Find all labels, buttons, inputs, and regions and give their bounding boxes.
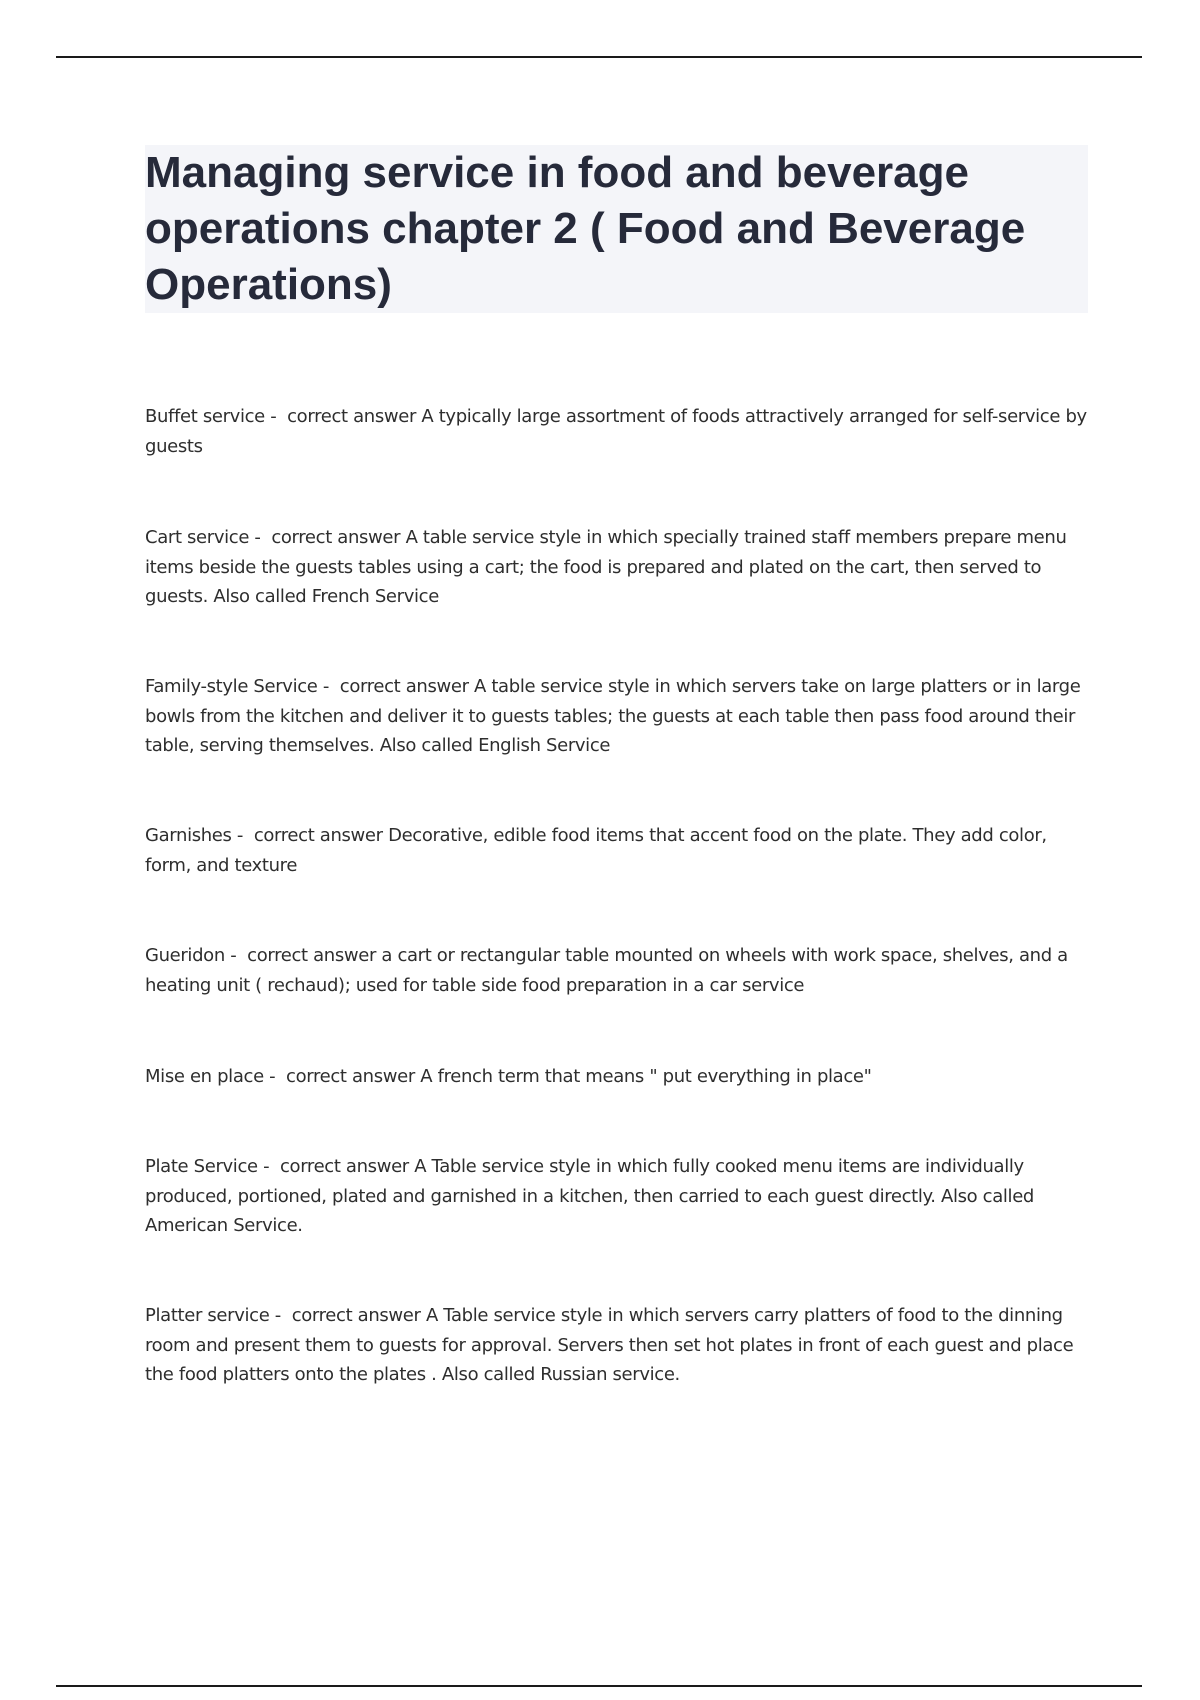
glossary-entry	[145, 1062, 1090, 1092]
entry-separator: - correct answer	[269, 1305, 426, 1326]
entry-definition: a cart or rectangular table mounted on wheels with work space, shelves, and a heating unit ( rechaud); used for table side food preparation in a car service	[145, 945, 1068, 996]
top-divider	[56, 56, 1142, 58]
glossary-entry	[145, 1152, 1090, 1241]
entry-separator: - correct answer	[231, 825, 389, 846]
entry-separator: - correct answer	[317, 676, 475, 697]
glossary-entry	[145, 1301, 1090, 1390]
page-title: Managing service in food and beverage operations chapter 2 ( Food and Beverage Operations)	[145, 148, 1026, 309]
entry-separator: - correct answer	[257, 1156, 415, 1177]
entry-term: Family-style Service	[145, 676, 318, 697]
glossary-entry	[145, 523, 1090, 612]
glossary-entry	[145, 821, 1090, 880]
entry-term: Mise en place	[145, 1066, 264, 1087]
bottom-divider	[56, 1685, 1142, 1687]
entry-definition: Decorative, edible food items that accent food on the plate. They add color, form, and texture	[145, 825, 1047, 876]
entry-definition: A Table service style in which servers carry platters of food to the dinning room and present them to guests for approval. Servers then set hot plates in front of each guest and place the food platters onto the plates . Also called Russian service.	[145, 1305, 1074, 1385]
entry-term: Plate Service	[145, 1156, 258, 1177]
entry-separator: - correct answer	[224, 945, 382, 966]
entry-definition: A table service style in which specially trained staff members prepare menu items beside the guests tables using a cart; the food is prepared and plated on the cart, then served to guests. Also called French Service	[145, 527, 1067, 607]
entry-separator: - correct answer	[249, 527, 406, 548]
entry-definition: A typically large assortment of foods attractively arranged for self-service by guests	[145, 406, 1087, 457]
entry-term: Gueridon	[145, 945, 225, 966]
entry-term: Cart service	[145, 527, 250, 548]
entry-definition: A table service style in which servers take on large platters or in large bowls from the kitchen and deliver it to guests tables; the guests at each table then pass food around their table, serving themselves. Also called English Service	[145, 676, 1081, 756]
entry-term: Garnishes	[145, 825, 232, 846]
glossary-entry	[145, 672, 1090, 761]
entry-term: Platter service	[145, 1305, 270, 1326]
glossary-entry	[145, 402, 1090, 461]
entry-term: Buffet service	[145, 406, 265, 427]
entry-definition: A french term that means " put everything in place"	[420, 1066, 872, 1087]
entry-separator: - correct answer	[263, 1066, 421, 1087]
entry-definition: A Table service style in which fully cooked menu items are individually produced, portioned, plated and garnished in a kitchen, then carried to each guest directly. Also called American Service.	[145, 1156, 1034, 1236]
glossary-entry	[145, 941, 1090, 1000]
title-banner	[145, 145, 1088, 313]
entry-separator: - correct answer	[264, 406, 422, 427]
